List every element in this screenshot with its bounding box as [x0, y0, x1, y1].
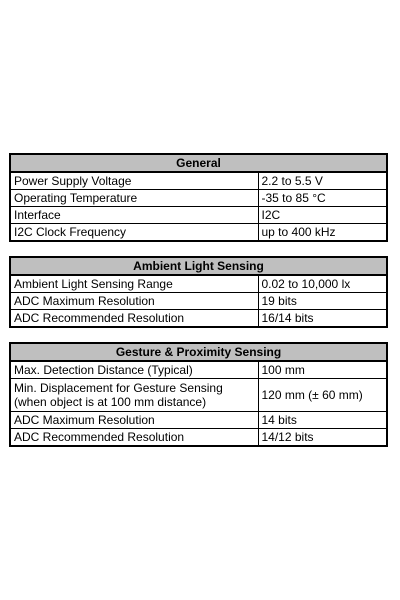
table-row: [10, 224, 387, 242]
row-label: Operating Temperature: [10, 190, 258, 207]
row-value: 0.02 to 10,000 lx: [258, 275, 387, 293]
row-value: 14/12 bits: [258, 429, 387, 447]
row-label-line2: (when object is at 100 mm distance): [14, 395, 207, 409]
section-title-gesture-proximity: Gesture & Proximity Sensing: [10, 343, 387, 361]
section-title-ambient-light: Ambient Light Sensing: [10, 257, 387, 275]
row-value: I2C: [258, 207, 387, 224]
table-header-row: [10, 257, 387, 275]
table-row: [10, 293, 387, 310]
table-row: [10, 361, 387, 379]
gesture-proximity-spec-table: [9, 342, 388, 447]
row-value: 100 mm: [258, 361, 387, 379]
table-row: [10, 275, 387, 293]
table-row: [10, 207, 387, 224]
row-label: I2C Clock Frequency: [10, 224, 258, 242]
row-value: 14 bits: [258, 412, 387, 429]
row-label: Interface: [10, 207, 258, 224]
row-value: -35 to 85 °C: [258, 190, 387, 207]
row-label: Ambient Light Sensing Range: [10, 275, 258, 293]
row-label: ADC Maximum Resolution: [10, 293, 258, 310]
row-label: ADC Recommended Resolution: [10, 310, 258, 328]
table-row: [10, 429, 387, 447]
table-row: [10, 379, 387, 412]
row-label: Max. Detection Distance (Typical): [10, 361, 258, 379]
row-value: 16/14 bits: [258, 310, 387, 328]
row-value: 19 bits: [258, 293, 387, 310]
table-header-row: [10, 343, 387, 361]
row-value: 2.2 to 5.5 V: [258, 172, 387, 190]
row-label: ADC Maximum Resolution: [10, 412, 258, 429]
table-row: [10, 190, 387, 207]
table-row: [10, 310, 387, 328]
row-value: 120 mm (± 60 mm): [258, 379, 387, 412]
row-label: ADC Recommended Resolution: [10, 429, 258, 447]
section-title-general: General: [10, 154, 387, 172]
table-row: [10, 172, 387, 190]
row-label-line1: Min. Displacement for Gesture Sensing: [14, 381, 223, 395]
general-spec-table: [9, 153, 388, 242]
table-header-row: [10, 154, 387, 172]
ambient-light-spec-table: [9, 256, 388, 328]
row-label: Power Supply Voltage: [10, 172, 258, 190]
row-value: up to 400 kHz: [258, 224, 387, 242]
row-label: [10, 379, 258, 412]
table-row: [10, 412, 387, 429]
